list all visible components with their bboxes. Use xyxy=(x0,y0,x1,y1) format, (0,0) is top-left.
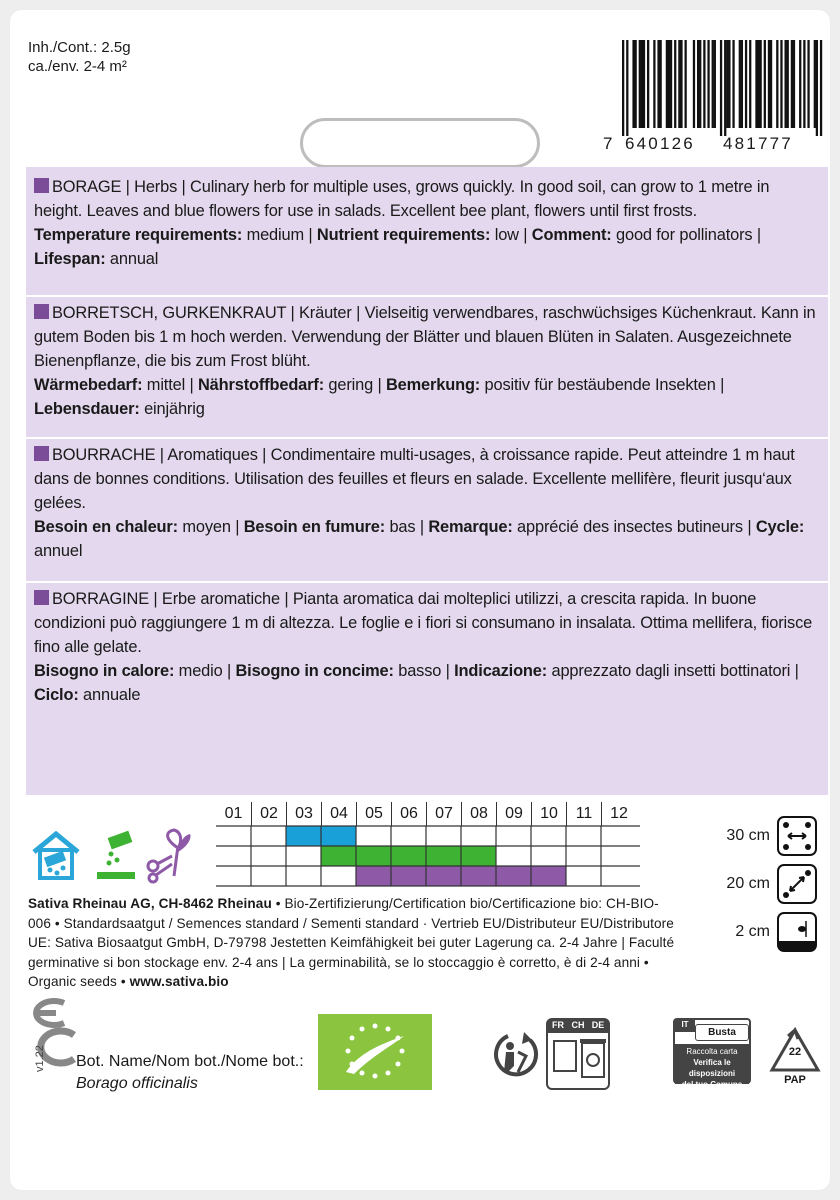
barcode-first-digit: 7 xyxy=(603,134,615,153)
month-label: 04 xyxy=(321,802,356,826)
pap-number: 22 xyxy=(788,1046,802,1058)
company-name: Sativa Rheinau AG, CH-8462 Rheinau xyxy=(28,896,272,911)
barcode-bar xyxy=(741,40,743,128)
month-label: 10 xyxy=(531,802,566,826)
pap-label: PAP xyxy=(784,1074,806,1086)
plant-spacing-label: 20 cm xyxy=(726,875,770,892)
month-label: 06 xyxy=(391,802,426,826)
barcode-bar xyxy=(780,40,782,128)
barcode-bar xyxy=(757,40,759,128)
month-label: 05 xyxy=(356,802,391,826)
temperature-label: Wärmebedarf: xyxy=(34,376,143,394)
barcode-bar xyxy=(739,40,741,128)
nutrient-label: Besoin en fumure: xyxy=(243,518,386,536)
barcode-bar xyxy=(678,40,680,128)
barcode-bar xyxy=(626,40,628,136)
barcode-bar xyxy=(768,40,770,128)
section-intro: BORRETSCH, GURKENKRAUT | Kräuter | Vielseitig verwendbares, raschwüchsiges Küchenkraut. Kann in gutem Boden bis 1 m hoch werden. Verwendung der Blätter und blauen Blüten in Salaten. Ausgezeichnete Bienenpflanze, die bis zum Frost blüht. xyxy=(34,304,816,370)
barcode-bar xyxy=(699,40,701,128)
barcode-bar xyxy=(749,40,751,128)
lifespan-label: Ciclo: xyxy=(34,686,79,704)
botanical-name xyxy=(76,1051,304,1095)
barcode-bar xyxy=(660,40,662,128)
barcode-bar xyxy=(732,40,734,128)
section-de xyxy=(34,301,820,421)
triman-icon xyxy=(488,1026,544,1082)
barcode-bar xyxy=(755,40,757,128)
month-label: 09 xyxy=(496,802,531,826)
month-label: 01 xyxy=(224,805,243,822)
botanical-name-label: Bot. Name/Nom bot./Nome bot.: xyxy=(76,1053,304,1070)
temperature-value: mittel | xyxy=(142,376,198,394)
barcode-bar xyxy=(647,40,649,128)
lifespan-value: annual xyxy=(105,250,159,268)
barcode-bar xyxy=(674,40,676,128)
country-codes xyxy=(548,1020,608,1033)
outdoor-sowing-bar xyxy=(321,846,496,866)
barcode-bar xyxy=(807,40,809,128)
section-intro: BOURRACHE | Aromatiques | Condimentaire multi-usages, à croissance rapide. Peut atteindre 1 m haut dans de bonnes conditions. Utilisation des feuilles et fleurs en salade. Excellente mellifère, fleurit jusqu‘aux gelées. xyxy=(34,446,795,512)
section-en xyxy=(34,175,820,271)
version-code: v1.22 xyxy=(34,1045,46,1072)
barcode-bar xyxy=(635,40,637,128)
busta-title: Busta xyxy=(695,1024,749,1041)
barcode-bar xyxy=(760,40,762,128)
barcode-bar xyxy=(793,40,795,128)
content-info xyxy=(28,38,131,76)
comment-value: apprécié des insectes butineurs | xyxy=(512,518,756,536)
lifespan-label: Lifespan: xyxy=(34,250,106,268)
country-code: CH xyxy=(571,1020,585,1030)
busta-note-1: Verifica le disposizioni xyxy=(688,1058,736,1078)
month-label: 03 xyxy=(286,802,321,826)
barcode-bar xyxy=(816,40,818,136)
section-intro: BORRAGINE | Erbe aromatiche | Pianta aromatica dai molteplici utilizzi, a crescita rapida. In buone condizioni può raggiungere 1 m di altezza. Le foglie e i fiori si consumano in insalata. Ottima mellifera, fiorisce fino alle gelate. xyxy=(34,590,813,656)
barcode-group-1: 640126 xyxy=(625,134,695,153)
barcode-bar xyxy=(724,40,726,136)
busta-note-2: del tuo Comune xyxy=(681,1080,743,1089)
temperature-label: Besoin en chaleur: xyxy=(34,518,178,536)
nutrient-label: Bisogno in concime: xyxy=(235,662,394,680)
content-weight: Inh./Cont.: 2.5g xyxy=(28,39,131,56)
temperature-value: moyen | xyxy=(177,518,244,536)
nutrient-value: basso | xyxy=(393,662,455,680)
comment-value: apprezzato dagli insetti bottinatori | xyxy=(547,662,799,680)
comment-label: Remarque: xyxy=(428,518,513,536)
barcode-digits xyxy=(603,134,828,154)
barcode-bar xyxy=(707,40,709,128)
barcode-bar xyxy=(814,40,816,128)
barcode-bar xyxy=(799,40,801,128)
temperature-label: Bisogno in calore: xyxy=(34,662,175,680)
barcode-bar xyxy=(820,40,822,136)
section-divider xyxy=(26,437,828,439)
it-busta-label xyxy=(673,1018,751,1089)
sowing-calendar xyxy=(210,802,640,892)
pap-recycling-icon xyxy=(768,1026,822,1090)
company-info xyxy=(28,894,678,992)
barcode-bar xyxy=(720,40,722,136)
temperature-value: medium | xyxy=(242,226,317,244)
harvest-icon xyxy=(144,828,194,882)
barcode-bar xyxy=(641,40,643,128)
section-marker xyxy=(34,590,49,605)
content-area: ca./env. 2-4 m² xyxy=(28,58,127,75)
barcode-bar xyxy=(643,40,645,128)
indoor-sowing-icon xyxy=(30,830,82,882)
temperature-label: Temperature requirements: xyxy=(34,226,243,244)
section-marker xyxy=(34,446,49,461)
barcode-bar xyxy=(622,40,624,136)
plant-spacing xyxy=(700,863,818,905)
barcode-bar xyxy=(657,40,659,128)
description-panel xyxy=(26,167,828,795)
section-marker xyxy=(34,304,49,319)
section-it xyxy=(34,587,820,707)
month-label: 11 xyxy=(566,802,601,826)
barcode-bar xyxy=(693,40,695,128)
section-intro: BORAGE | Herbs | Culinary herb for multiple uses, grows quickly. In good soil, can grow to 1 metre in height. Leaves and blue flowers for use in salads. Excellent bee plant, flowers until first frosts. xyxy=(34,178,770,220)
barcode-bar xyxy=(666,40,668,128)
barcode-bar xyxy=(639,40,641,128)
barcode-bar xyxy=(726,40,728,128)
barcode-bar xyxy=(685,40,687,128)
country-code: DE xyxy=(591,1020,605,1030)
botanical-name-latin: Borago officinalis xyxy=(76,1075,198,1092)
barcode-bar xyxy=(632,40,634,128)
section-divider xyxy=(26,581,828,583)
lifespan-value: annuale xyxy=(78,686,141,704)
row-spacing-label: 30 cm xyxy=(726,827,770,844)
barcode-bar xyxy=(803,40,805,128)
barcode-bar xyxy=(728,40,730,128)
plant-spacing-icon xyxy=(776,863,818,905)
barcode-bar xyxy=(785,40,787,128)
barcode-bar xyxy=(745,40,747,128)
month-label: 08 xyxy=(461,802,496,826)
eu-organic-leaf-icon xyxy=(318,1014,432,1090)
sowing-depth-icon xyxy=(776,911,818,953)
sowing-depth xyxy=(700,911,818,953)
barcode-bar xyxy=(653,40,655,128)
website-link[interactable]: www.sativa.bio xyxy=(129,974,229,989)
barcode-bar xyxy=(776,40,778,128)
barcode-bar xyxy=(787,40,789,128)
recycling-info xyxy=(488,1018,828,1098)
company-details: • Bio-Zertifizierung/Certification bio/Certificazione bio: CH-BIO-006 • Standardsaatgut / Semences standard / Sementi standard · Vertrieb EU/Distributeur EU/Distributore UE: Sativa Biosaatgut GmbH, D-79798 Jestetten Keimfähigkeit bei guter Lagerung ca. 2-4 Jahre | Faculté germinative si bon stockage env. 2-4 ans | La germinabilità, se lo stoccaggio è corretto, è di 2-4 anni • Organic seeds • xyxy=(28,896,675,989)
month-label: 12 xyxy=(601,802,636,826)
packet-frame xyxy=(10,10,830,1190)
lifespan-label: Cycle: xyxy=(755,518,805,536)
country-code: FR xyxy=(552,1020,564,1030)
outdoor-sowing-icon xyxy=(95,832,137,882)
hang-hole xyxy=(300,118,540,168)
lifespan-label: Lebensdauer: xyxy=(34,400,140,418)
barcode-group-2: 481777 xyxy=(723,134,793,153)
comment-label: Comment: xyxy=(531,226,612,244)
row-spacing-icon xyxy=(776,815,818,857)
fr-ch-de-disposal-icon xyxy=(546,1018,610,1090)
barcode-bar xyxy=(770,40,772,128)
busta-sub: Raccolta carta xyxy=(686,1047,738,1056)
busta-info xyxy=(675,1044,749,1089)
section-divider xyxy=(26,295,828,297)
it-code: IT xyxy=(675,1020,695,1032)
sowing-depth-label: 2 cm xyxy=(735,923,770,940)
section-fr xyxy=(34,443,820,563)
calendar-grid xyxy=(216,826,640,886)
section-marker xyxy=(34,178,49,193)
barcode-bar xyxy=(680,40,682,128)
barcode-bar xyxy=(714,40,716,128)
paper-bin-icon xyxy=(548,1033,612,1089)
row-spacing xyxy=(700,815,818,857)
barcode-bar xyxy=(703,40,705,128)
lifespan-value: annuel xyxy=(34,542,83,560)
nutrient-label: Nutrient requirements: xyxy=(316,226,491,244)
comment-label: Indicazione: xyxy=(454,662,548,680)
comment-value: positiv für bestäubende Insekten | xyxy=(480,376,725,394)
nutrient-value: low | xyxy=(490,226,532,244)
month-label: 02 xyxy=(251,802,286,826)
barcode-bar xyxy=(668,40,670,128)
barcode-bar xyxy=(764,40,766,128)
lifespan-value: einjährig xyxy=(139,400,205,418)
nutrient-value: bas | xyxy=(385,518,429,536)
barcode-bar xyxy=(670,40,672,128)
barcode-bar xyxy=(697,40,699,128)
temperature-value: medio | xyxy=(174,662,236,680)
comment-value: good for pollinators | xyxy=(611,226,761,244)
nutrient-label: Nährstoffbedarf: xyxy=(198,376,324,394)
barcode-bar xyxy=(712,40,714,128)
barcode xyxy=(622,40,822,136)
calendar-months xyxy=(216,802,636,826)
barcode-bar xyxy=(791,40,793,128)
comment-label: Bemerkung: xyxy=(385,376,481,394)
nutrient-value: gering | xyxy=(324,376,386,394)
month-label: 07 xyxy=(426,802,461,826)
